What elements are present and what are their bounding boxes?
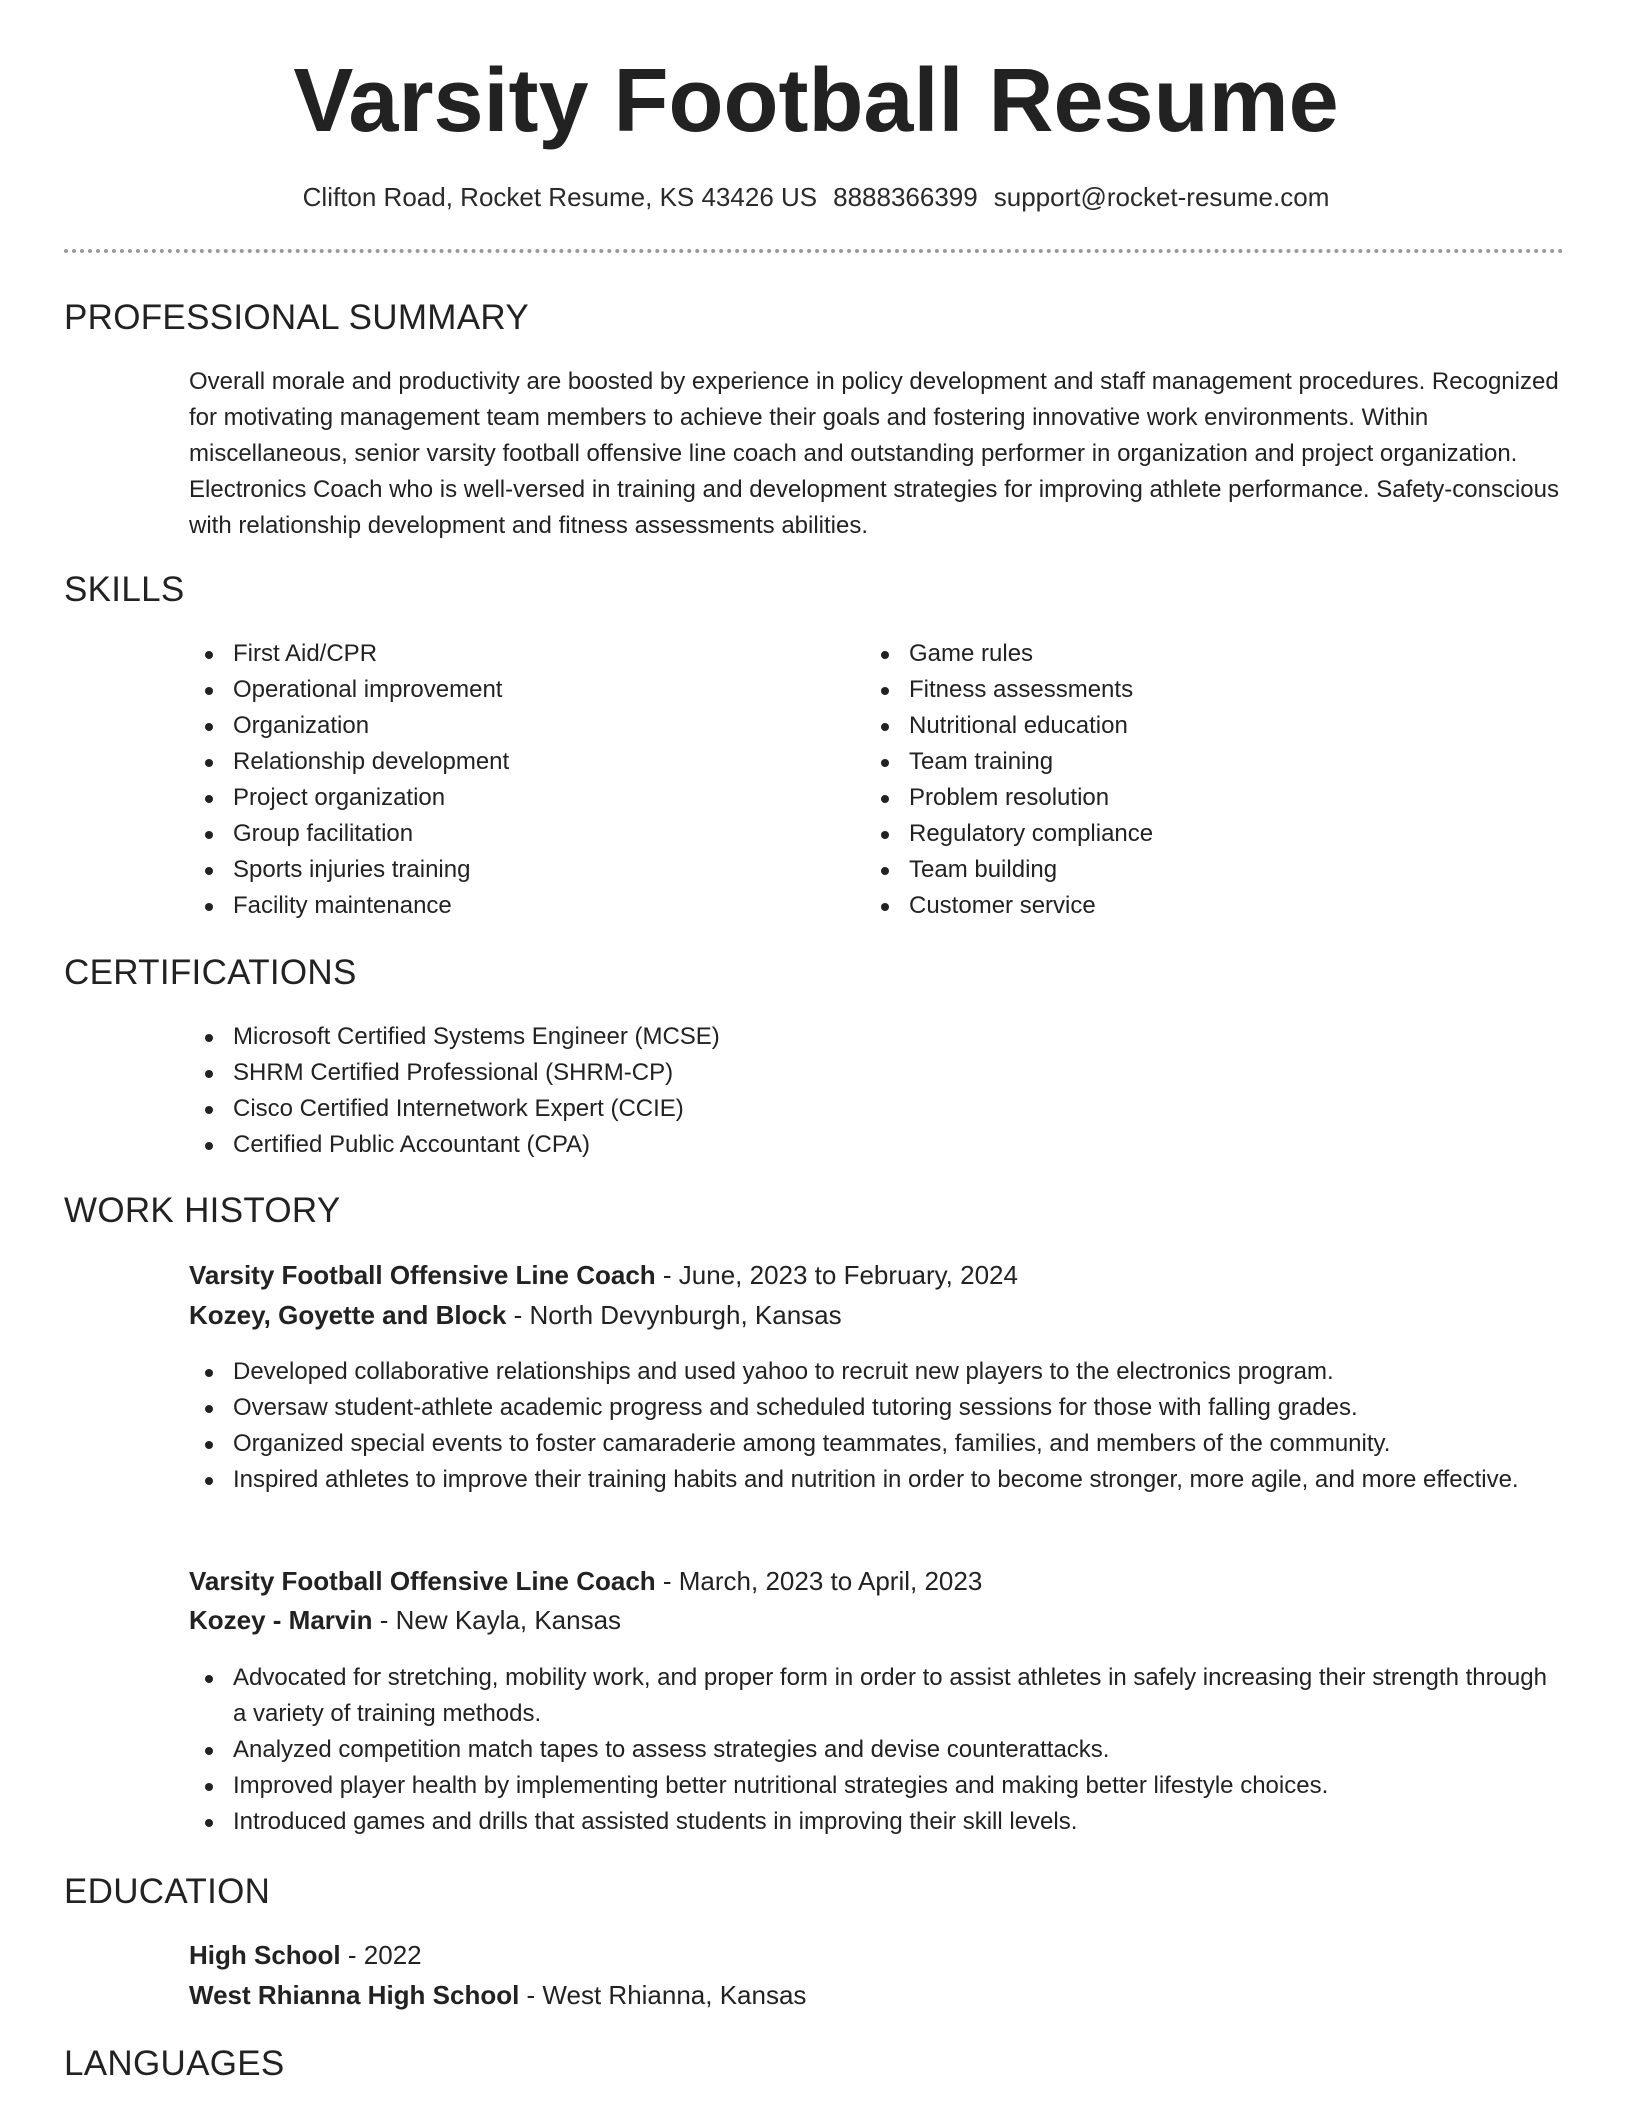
skill-item: Problem resolution: [865, 780, 1525, 816]
skill-item: First Aid/CPR: [189, 636, 849, 672]
skill-item: Regulatory compliance: [865, 816, 1525, 852]
job-bullet: Developed collaborative relationships and used yahoo to recruit new players to the electronics program.: [189, 1354, 1559, 1390]
certification-item: Microsoft Certified Systems Engineer (MCSE): [189, 1019, 1569, 1055]
skill-item: Nutritional education: [865, 708, 1525, 744]
job-1-title-line: [189, 1260, 1018, 1291]
skill-item: Customer service: [865, 888, 1525, 924]
job-bullet: Inspired athletes to improve their training habits and nutrition in order to become stronger, more agile, and more effective.: [189, 1462, 1559, 1498]
contact-line: [0, 182, 1632, 213]
section-title-education: EDUCATION: [64, 1872, 271, 1911]
job-1-company-line: [189, 1300, 842, 1331]
education-school: West Rhianna High School: [189, 1980, 520, 2010]
job-bullet: Analyzed competition match tapes to assess strategies and devise counterattacks.: [189, 1732, 1559, 1768]
section-title-certifications: CERTIFICATIONS: [64, 953, 357, 992]
education-location: - West Rhianna, Kansas: [519, 1980, 807, 2010]
job-2-dates: - March, 2023 to April, 2023: [655, 1566, 983, 1596]
education-degree: High School: [189, 1940, 341, 1970]
education-year: - 2022: [340, 1940, 422, 1970]
certifications-list: [189, 1019, 1569, 1163]
job-bullet: Oversaw student-athlete academic progress and scheduled tutoring sessions for those with falling grades.: [189, 1390, 1559, 1426]
job-1-company: Kozey, Goyette and Block: [189, 1300, 507, 1330]
job-2-company-line: [189, 1605, 621, 1636]
job-2-bullets: [189, 1660, 1559, 1840]
job-bullet: Advocated for stretching, mobility work, and proper form in order to assist athletes in safely increasing their strength through a variety of training methods.: [189, 1660, 1559, 1732]
contact-address: Clifton Road, Rocket Resume, KS 43426 US: [302, 182, 818, 212]
resume-title: Varsity Football Resume: [293, 51, 1339, 151]
job-2-location: - New Kayla, Kansas: [372, 1605, 622, 1635]
skill-item: Group facilitation: [189, 816, 849, 852]
section-title-summary: PROFESSIONAL SUMMARY: [64, 298, 529, 337]
skills-list-right: [865, 636, 1525, 924]
skill-item: Project organization: [189, 780, 849, 816]
certification-item: Certified Public Accountant (CPA): [189, 1127, 1569, 1163]
job-1-location: - North Devynburgh, Kansas: [506, 1300, 842, 1330]
header-divider: [64, 249, 1564, 253]
job-2-title-line: [189, 1566, 982, 1597]
skill-item: Organization: [189, 708, 849, 744]
skill-item: Game rules: [865, 636, 1525, 672]
job-2-company: Kozey - Marvin: [189, 1605, 373, 1635]
skill-item: Team building: [865, 852, 1525, 888]
job-2-role: Varsity Football Offensive Line Coach: [189, 1566, 656, 1596]
section-title-languages: LANGUAGES: [64, 2044, 285, 2083]
section-title-skills: SKILLS: [64, 570, 185, 609]
contact-phone: 8888366399: [833, 182, 978, 212]
education-school-line: [189, 1980, 806, 2011]
job-1-dates: - June, 2023 to February, 2024: [655, 1260, 1018, 1290]
skills-list-left: [189, 636, 849, 924]
summary-text: Overall morale and productivity are boosted by experience in policy development and staff management procedures. Recognized for motivating management team members to achieve their goals and fostering innovative work environments. Within miscellaneous, senior varsity football offensive line coach and outstanding performer in organization and project organization. Electronics Coach who is well-versed in training and development strategies for improving athlete performance. Safety-conscious with relationship development and fitness assessments abilities.: [189, 368, 1560, 539]
contact-email: support@rocket-resume.com: [993, 182, 1330, 212]
certification-item: SHRM Certified Professional (SHRM-CP): [189, 1055, 1569, 1091]
skill-item: Team training: [865, 744, 1525, 780]
job-bullet: Introduced games and drills that assisted students in improving their skill levels.: [189, 1804, 1559, 1840]
job-bullet: Organized special events to foster camaraderie among teammates, families, and members of the community.: [189, 1426, 1559, 1462]
skill-item: Sports injuries training: [189, 852, 849, 888]
skill-item: Operational improvement: [189, 672, 849, 708]
job-1-role: Varsity Football Offensive Line Coach: [189, 1260, 656, 1290]
skill-item: Facility maintenance: [189, 888, 849, 924]
skill-item: Fitness assessments: [865, 672, 1525, 708]
certification-item: Cisco Certified Internetwork Expert (CCIE): [189, 1091, 1569, 1127]
job-1-bullets: [189, 1354, 1559, 1498]
section-title-work-history: WORK HISTORY: [64, 1191, 341, 1230]
skill-item: Relationship development: [189, 744, 849, 780]
job-bullet: Improved player health by implementing better nutritional strategies and making better lifestyle choices.: [189, 1768, 1559, 1804]
education-degree-line: [189, 1940, 422, 1971]
